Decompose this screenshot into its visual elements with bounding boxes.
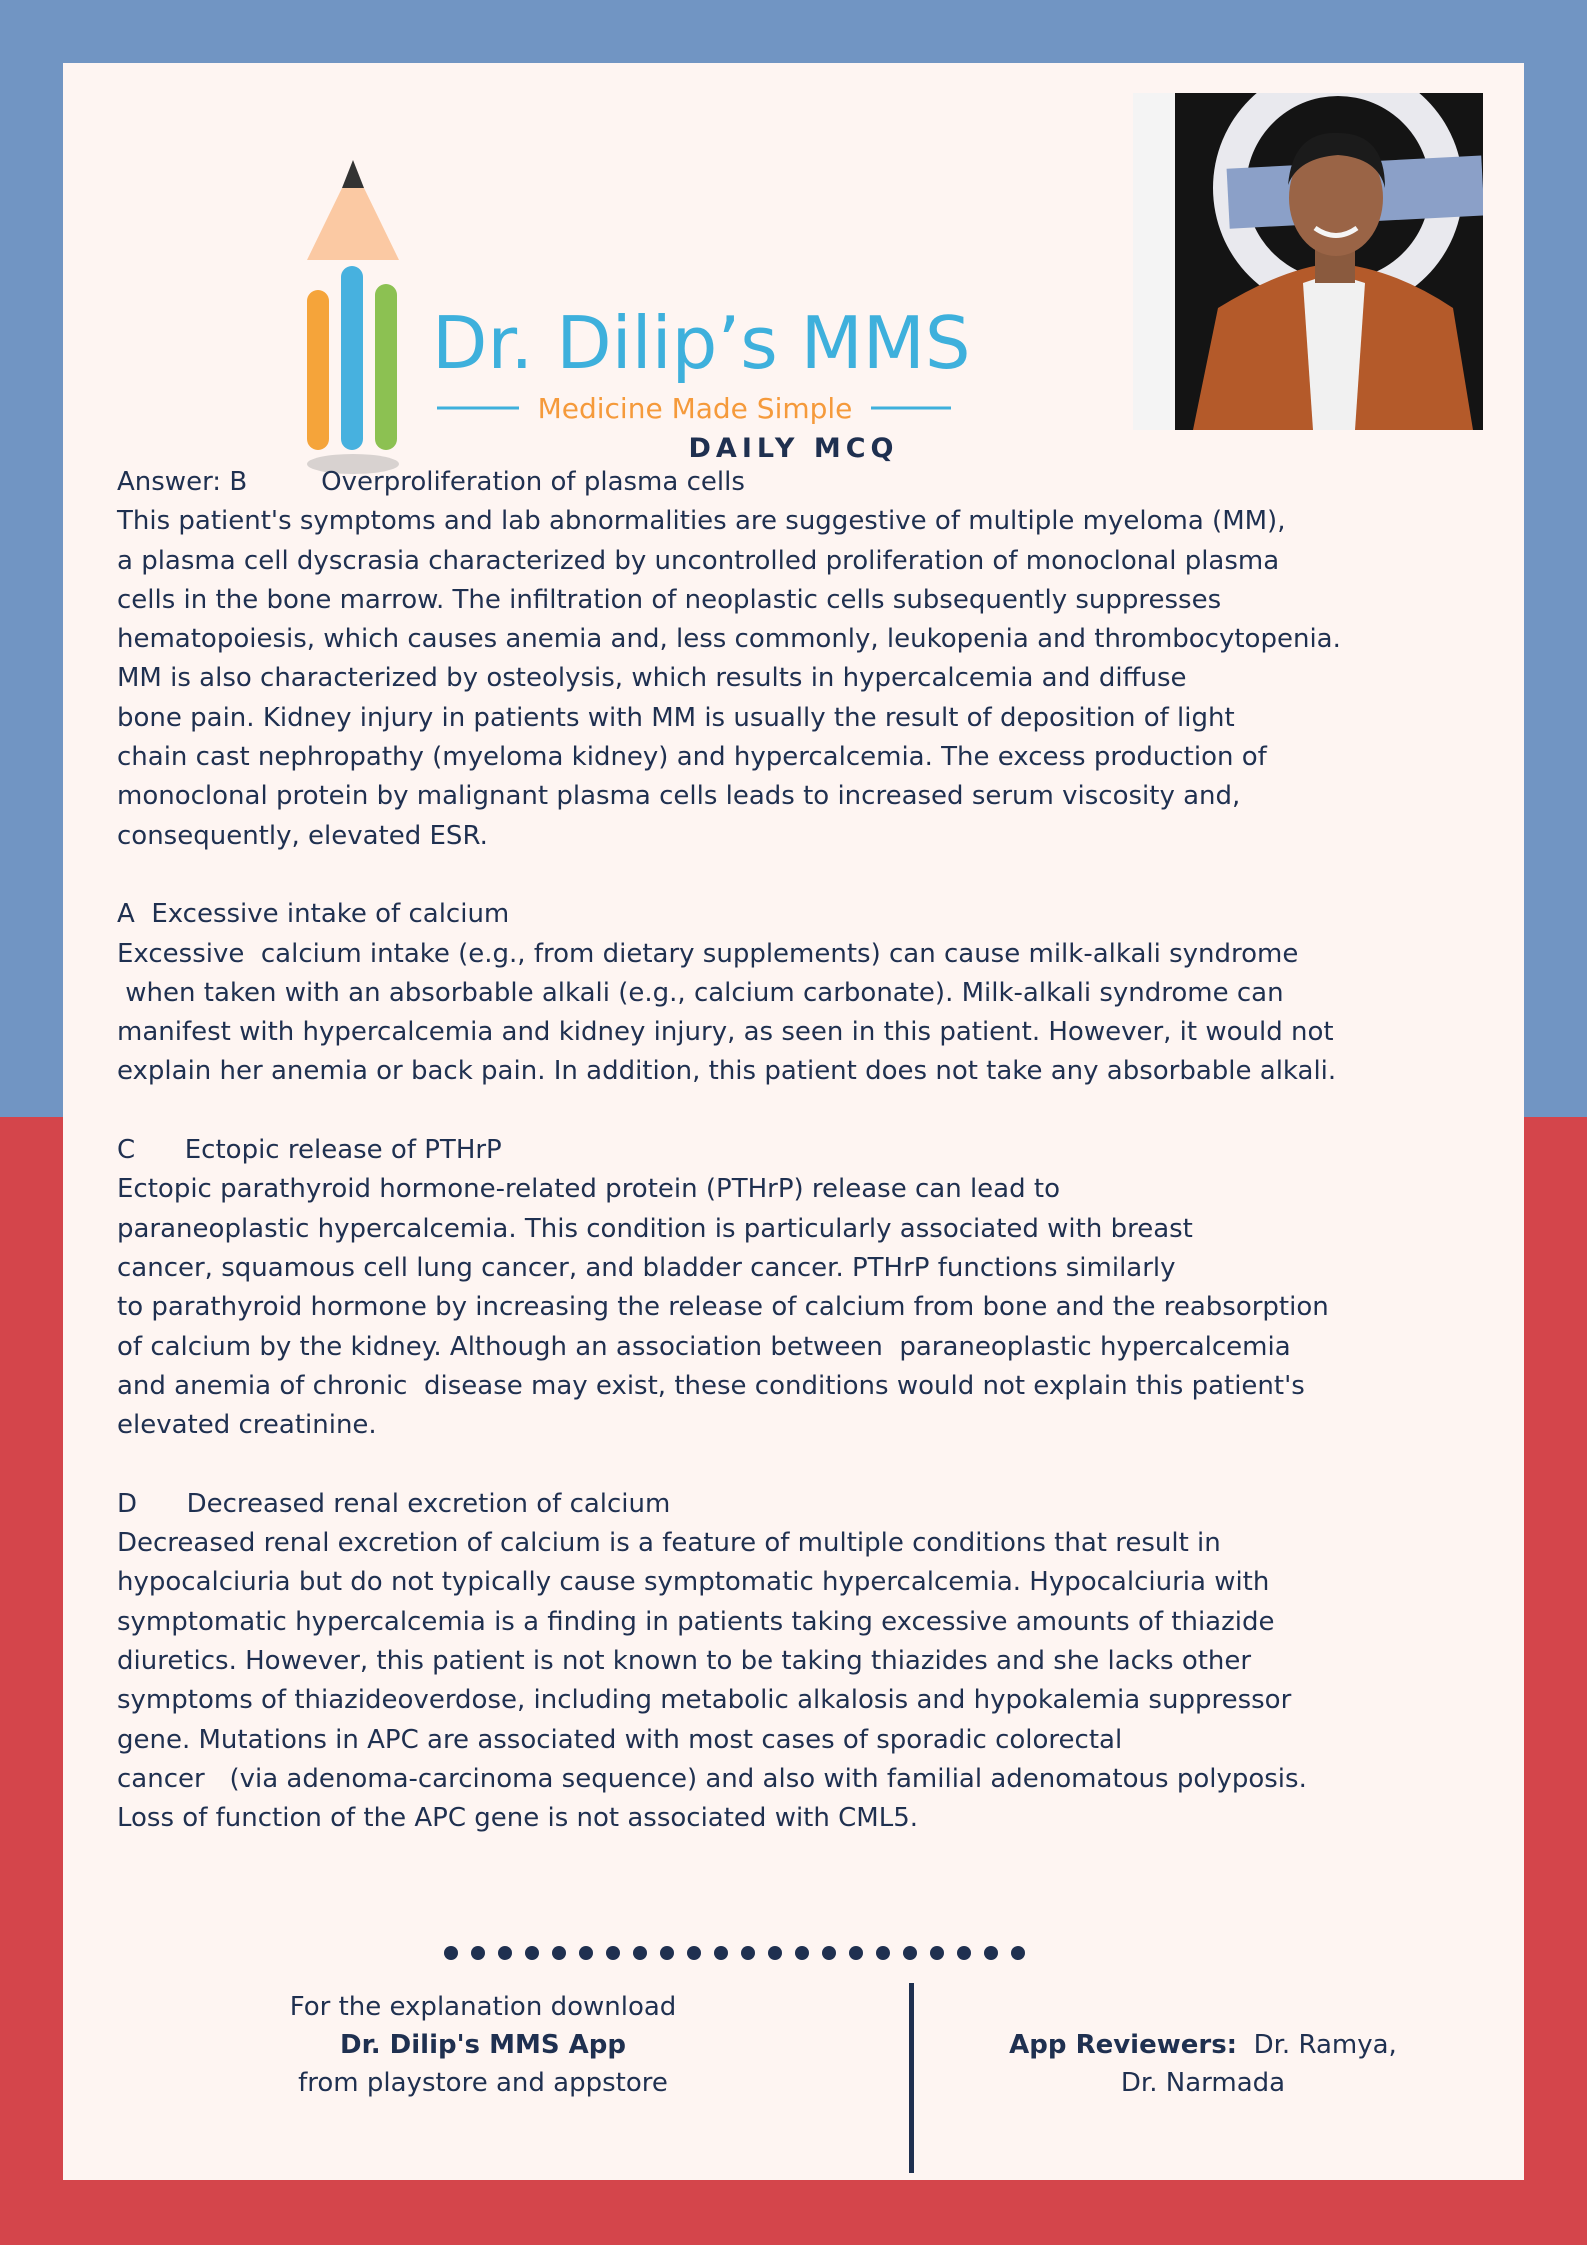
reviewers-name-2: Dr. Narmada [1120,2068,1286,2098]
page-title: DAILY MCQ [688,433,899,464]
divider-dot [822,1946,836,1960]
divider-dot [903,1946,917,1960]
explanation-body [117,463,1497,1838]
divider-dot [471,1946,485,1960]
body-lines [117,502,1497,1838]
body-line: symptoms of thiazideoverdose, including metabolic alkalosis and hypokalemia suppressor [117,1685,1292,1716]
body-line: bone pain. Kidney injury in patients with MM is usually the result of deposition of light [117,702,1235,733]
body-line: when taken with an absorbable alkali (e.g., calcium carbonate). Milk-alkali syndrome can [117,977,1284,1008]
body-line: monoclonal protein by malignant plasma cells leads to increased serum viscosity and, [117,781,1241,812]
pencil-stripe-orange [307,290,329,450]
divider-dot [984,1946,998,1960]
brand-logo [243,98,983,478]
divider-dot [525,1946,539,1960]
download-note [233,1988,733,2102]
divider-dot [498,1946,512,1960]
body-line: a plasma cell dyscrasia characterized by uncontrolled proliferation of monoclonal plasma [117,545,1280,576]
store-line: from playstore and appstore [298,2068,668,2098]
divider-dot [876,1946,890,1960]
divider-dot [849,1946,863,1960]
answer-text: Overproliferation of plasma cells [321,467,745,497]
divider-dot [741,1946,755,1960]
body-line: and anemia of chronic disease may exist, these conditions would not explain this patient's [117,1370,1305,1401]
blank-line [117,856,1497,895]
body-line: hypocalciuria but do not typically cause symptomatic hypercalcemia. Hypocalciuria with [117,1567,1270,1598]
pencil-lead-icon [342,160,364,188]
reviewers-name-1: Dr. Ramya, [1253,2030,1397,2060]
body-line: hematopoiesis, which causes anemia and, less commonly, leukopenia and thrombocytopenia. [117,624,1341,655]
divider-dot [687,1946,701,1960]
download-line: For the explanation download [289,1992,677,2022]
app-name: Dr. Dilip's MMS App [340,2030,626,2060]
body-line: elevated creatinine. [117,1410,377,1441]
body-line: symptomatic hypercalcemia is a finding in patients taking excessive amounts of thiazide [117,1606,1275,1637]
pencil-stripe-green [375,284,397,450]
body-line: Ectopic parathyroid hormone-related protein (PTHrP) release can lead to [117,1174,1060,1205]
body-line: This patient's symptoms and lab abnormalities are suggestive of multiple myeloma (MM), [117,506,1286,537]
pencil-stripe-blue [341,266,363,450]
body-line: cancer, squamous cell lung cancer, and bladder cancer. PTHrP functions similarly [117,1252,1176,1283]
answer-label: Answer: B [117,467,248,497]
body-line: A Excessive intake of calcium [117,899,510,930]
body-line: of calcium by the kidney. Although an association between paraneoplastic hypercalcemia [117,1331,1291,1362]
body-line: diuretics. However, this patient is not known to be taking thiazides and she lacks other [117,1645,1252,1676]
body-line: gene. Mutations in APC are associated with most cases of sporadic colorectal [117,1724,1123,1755]
divider-dot [930,1946,944,1960]
content-card [63,63,1524,2180]
logo-title: Dr. Dilip’s MMS [432,301,971,385]
body-line: Excessive calcium intake (e.g., from dietary supplements) can cause milk-alkali syndrome [117,938,1299,969]
dotted-divider [443,1943,1033,1963]
body-line: to parathyroid hormone by increasing the release of calcium from bone and the reabsorption [117,1292,1329,1323]
divider-dot [957,1946,971,1960]
divider-dot [660,1946,674,1960]
divider-dot [795,1946,809,1960]
divider-dot [552,1946,566,1960]
body-line: consequently, elevated ESR. [117,820,488,851]
body-line: paraneoplastic hypercalcemia. This condition is particularly associated with breast [117,1213,1193,1244]
footer-vertical-divider [909,1983,914,2173]
body-line: manifest with hypercalcemia and kidney injury, as seen in this patient. However, it would not [117,1017,1334,1048]
logo-tagline: Medicine Made Simple [537,392,853,425]
app-reviewers [993,2026,1413,2102]
blank-line [117,1445,1497,1484]
body-line: C Ectopic release of PTHrP [117,1135,502,1166]
body-line: D Decreased renal excretion of calcium [117,1488,671,1519]
divider-dot [444,1946,458,1960]
blank-line [117,1092,1497,1131]
divider-dot [714,1946,728,1960]
reviewers-label: App Reviewers: [1009,2030,1238,2060]
body-line: cells in the bone marrow. The infiltration of neoplastic cells subsequently suppresses [117,584,1222,615]
body-line: Decreased renal excretion of calcium is a feature of multiple conditions that result in [117,1528,1221,1559]
divider-dot [1011,1946,1025,1960]
divider-dot [606,1946,620,1960]
body-line: Loss of function of the APC gene is not associated with CML5. [117,1803,918,1834]
divider-dot [633,1946,647,1960]
divider-dot [579,1946,593,1960]
body-line: explain her anemia or back pain. In addition, this patient does not take any absorbable alkali. [117,1056,1337,1087]
divider-dot [768,1946,782,1960]
doctor-portrait-icon [1133,93,1483,430]
body-line: cancer (via adenoma-carcinoma sequence) and also with familial adenomatous polyposis. [117,1763,1307,1794]
body-line: MM is also characterized by osteolysis, which results in hypercalcemia and diffuse [117,663,1187,694]
body-line: chain cast nephropathy (myeloma kidney) and hypercalcemia. The excess production of [117,742,1267,773]
pencil-tip-icon [307,188,399,260]
answer-line [117,463,1497,502]
